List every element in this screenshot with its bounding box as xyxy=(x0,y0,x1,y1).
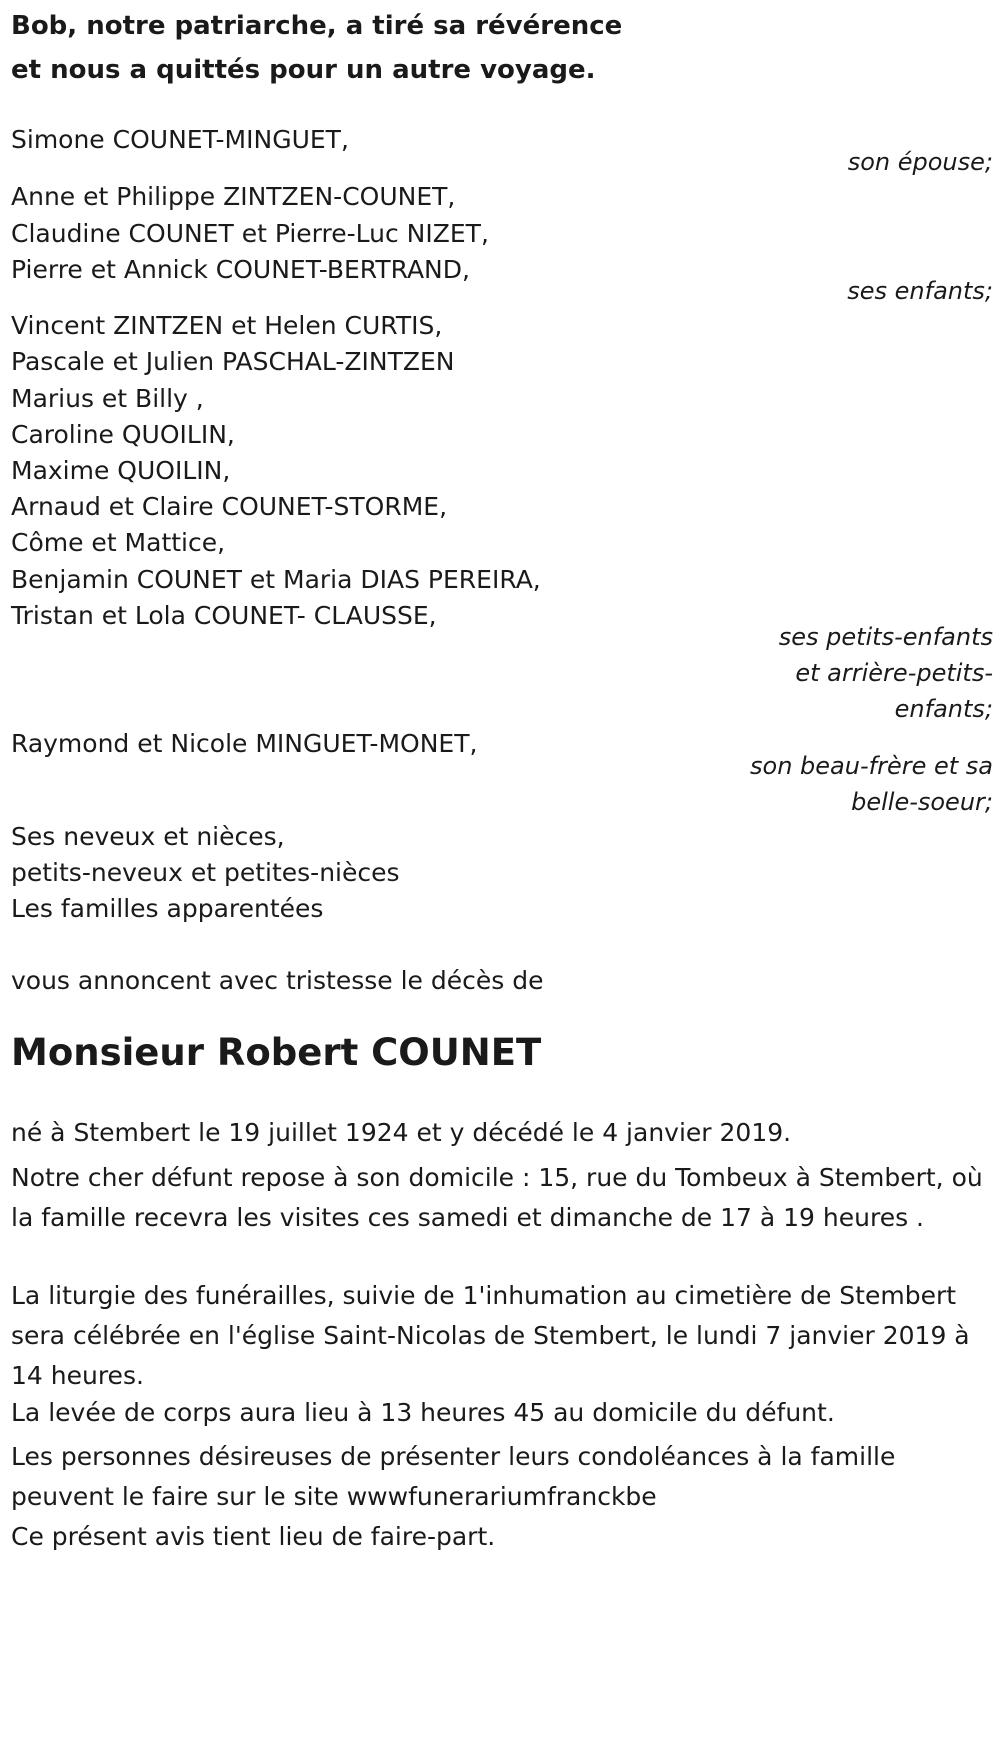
grandchild-name: Côme et Mattice, xyxy=(11,528,226,557)
grandchild-name: Arnaud et Claire COUNET-STORME, xyxy=(11,492,448,521)
in-laws-relation: son beau-frère et sa xyxy=(750,752,993,780)
grandchild-name: Pascale et Julien PASCHAL-ZINTZEN xyxy=(11,347,455,376)
child-name: Anne et Philippe ZINTZEN-COUNET, xyxy=(11,182,456,211)
birth-death-paragraph: né à Stembert le 19 juillet 1924 et y décédé le 4 janvier 2019. xyxy=(11,1118,792,1147)
grandchild-name: Marius et Billy , xyxy=(11,384,204,413)
other-family-line: petits-neveux et petites-nièces xyxy=(11,858,400,887)
child-name: Claudine COUNET et Pierre-Luc NIZET, xyxy=(11,219,489,248)
grandchildren-relation: enfants; xyxy=(894,695,993,723)
visitation-paragraph: Notre cher défunt repose à son domicile : 15, rue du Tombeux à Stembert, où la famille recevra les visites ces samedi et dimanche de 17 à 19 heures . xyxy=(11,1163,983,1232)
grandchild-name: Benjamin COUNET et Maria DIAS PEREIRA, xyxy=(11,565,541,594)
funeral-paragraph: La liturgie des funérailles, suivie de 1'inhumation au cimetière de Stembert sera célébrée en l'église Saint-Nicolas de Stembert, le lundi 7 janvier 2019 à 14 heures. xyxy=(11,1281,970,1390)
intro-line-2: et nous a quittés pour un autre voyage. xyxy=(11,55,596,85)
other-family-line: Ses neveux et nièces, xyxy=(11,822,285,851)
in-laws-name: Raymond et Nicole MINGUET-MONET, xyxy=(11,729,478,758)
closing-paragraph: Ce présent avis tient lieu de faire-part. xyxy=(11,1522,496,1551)
other-family-line: Les familles apparentées xyxy=(11,894,324,923)
in-laws-relation: belle-soeur; xyxy=(851,788,993,816)
body-removal-paragraph: La levée de corps aura lieu à 13 heures 45 au domicile du défunt. xyxy=(11,1398,835,1427)
grandchildren-relation: ses petits-enfants xyxy=(778,623,993,651)
grandchild-name: Caroline QUOILIN, xyxy=(11,420,235,449)
intro-line-1: Bob, notre patriarche, a tiré sa révérence xyxy=(11,11,623,41)
announcement-line: vous annoncent avec tristesse le décès de xyxy=(11,966,544,995)
children-relation: ses enfants; xyxy=(847,277,993,305)
grandchild-name: Maxime QUOILIN, xyxy=(11,456,231,485)
child-name: Pierre et Annick COUNET-BERTRAND, xyxy=(11,255,470,284)
spouse-name: Simone COUNET-MINGUET, xyxy=(11,125,349,154)
grandchild-name: Tristan et Lola COUNET- CLAUSSE, xyxy=(11,601,437,630)
grandchild-name: Vincent ZINTZEN et Helen CURTIS, xyxy=(11,311,443,340)
spouse-relation: son épouse; xyxy=(847,148,993,176)
condolences-paragraph: Les personnes désireuses de présenter leurs condoléances à la famille peuvent le faire sur le site wwwfunerariumfranckbe xyxy=(11,1442,896,1511)
grandchildren-relation: et arrière-petits- xyxy=(795,659,993,687)
deceased-name: Monsieur Robert COUNET xyxy=(11,1031,542,1074)
